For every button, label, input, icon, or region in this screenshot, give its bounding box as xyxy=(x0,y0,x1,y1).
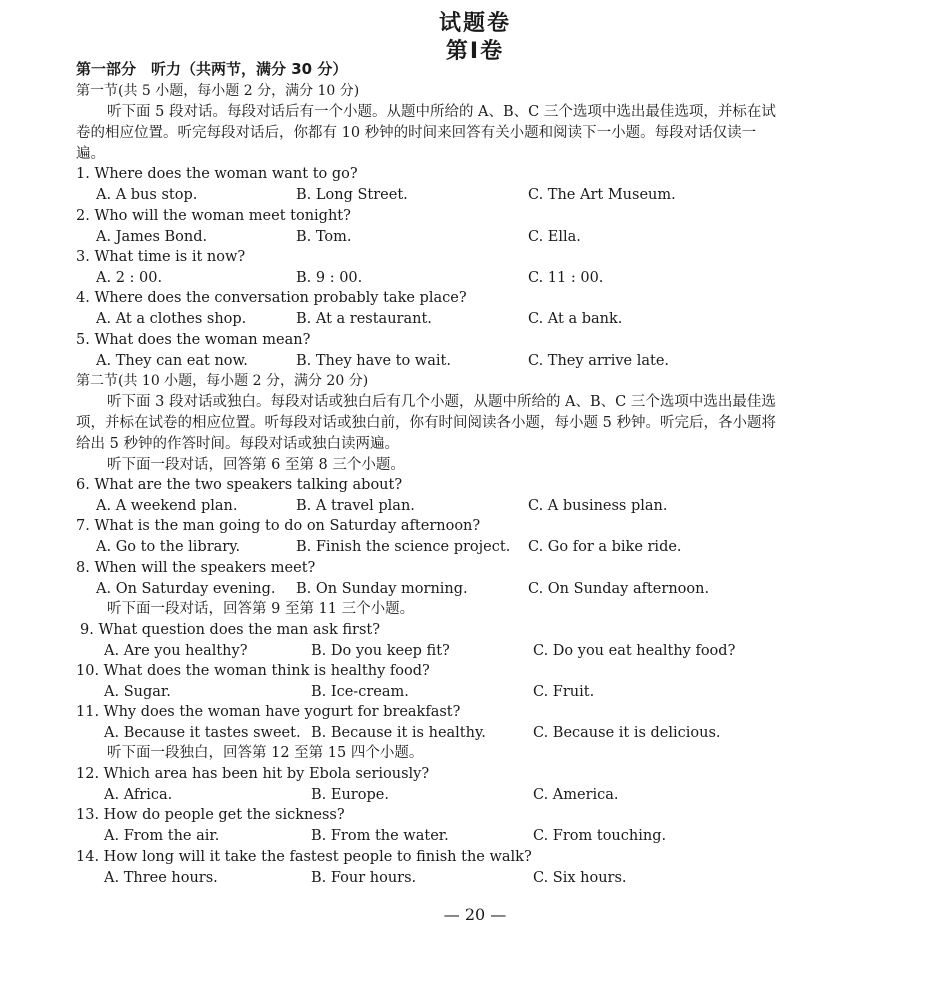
q10-option-c: C. Fruit. xyxy=(533,684,595,700)
q1-option-b: B. Long Street. xyxy=(296,187,408,203)
q13-option-c: C. From touching. xyxy=(533,828,667,844)
section1-instruction-line: 卷的相应位置。听完每段对话后，你都有 10 秒钟的时间来回答有关小题和阅读下一小题。每段对话仅读一 xyxy=(76,125,757,141)
question-14: 14. How long will it take the fastest people to finish the walk? xyxy=(76,849,532,865)
q7-option-a: A. Go to the library. xyxy=(96,539,241,555)
q12-option-c: C. America. xyxy=(533,787,619,803)
q1-option-a: A. A bus stop. xyxy=(96,187,198,203)
q13-option-a: A. From the air. xyxy=(104,828,220,844)
q4-option-a: A. At a clothes shop. xyxy=(96,311,247,327)
section2-instruction-line: 给出 5 秒钟的作答时间。每段对话或独白读两遍。 xyxy=(76,436,399,452)
question-9: 9. What question does the man ask first? xyxy=(80,622,381,638)
q5-option-a: A. They can eat now. xyxy=(96,353,248,369)
q9-option-c: C. Do you eat healthy food? xyxy=(533,643,736,659)
q11-option-b: B. Because it is healthy. xyxy=(311,725,486,741)
page-title: 试题卷 xyxy=(438,11,511,36)
q6-option-b: B. A travel plan. xyxy=(296,498,415,514)
question-3: 3. What time is it now? xyxy=(76,249,246,265)
q7-option-c: C. Go for a bike ride. xyxy=(528,539,682,555)
group-note: 听下面一段对话，回答第 6 至第 8 三个小题。 xyxy=(107,457,405,473)
q10-option-b: B. Ice-cream. xyxy=(311,684,409,700)
question-7: 7. What is the man going to do on Saturday afternoon? xyxy=(76,518,481,534)
section1-instruction-line: 听下面 5 段对话。每段对话后有一个小题。从题中所给的 A、B、C 三个选项中选出最佳选项，并标在试 xyxy=(107,104,776,120)
q11-option-c: C. Because it is delicious. xyxy=(533,725,721,741)
q13-option-b: B. From the water. xyxy=(311,828,449,844)
q14-option-b: B. Four hours. xyxy=(311,870,417,886)
question-8: 8. When will the speakers meet? xyxy=(76,560,316,576)
question-12: 12. Which area has been hit by Ebola seriously? xyxy=(76,766,430,782)
q5-option-b: B. They have to wait. xyxy=(296,353,451,369)
section2-heading: 第二节(共 10 小题，每小题 2 分，满分 20 分) xyxy=(76,373,369,389)
q6-option-a: A. A weekend plan. xyxy=(96,498,238,514)
q11-option-a: A. Because it tastes sweet. xyxy=(104,725,301,741)
q12-option-a: A. Africa. xyxy=(104,787,173,803)
question-5: 5. What does the woman mean? xyxy=(76,332,311,348)
q3-option-a: A. 2 : 00. xyxy=(96,270,163,286)
page-number: — 20 — xyxy=(443,905,507,924)
q8-option-c: C. On Sunday afternoon. xyxy=(528,581,710,597)
q14-option-c: C. Six hours. xyxy=(533,870,627,886)
question-11: 11. Why does the woman have yogurt for breakfast? xyxy=(76,704,461,720)
question-6: 6. What are the two speakers talking about? xyxy=(76,477,403,493)
question-4: 4. Where does the conversation probably take place? xyxy=(76,290,467,306)
q14-option-a: A. Three hours. xyxy=(104,870,218,886)
q4-option-b: B. At a restaurant. xyxy=(296,311,432,327)
section2-instruction-line: 项，并标在试卷的相应位置。听每段对话或独白前，你有时间阅读各小题，每小题 5 秒钟。听完后，各小题将 xyxy=(76,415,776,431)
q2-option-a: A. James Bond. xyxy=(96,229,208,245)
q9-option-b: B. Do you keep fit? xyxy=(311,643,450,659)
q8-option-a: A. On Saturday evening. xyxy=(96,581,276,597)
q5-option-c: C. They arrive late. xyxy=(528,353,670,369)
group-note: 听下面一段独白，回答第 12 至第 15 四个小题。 xyxy=(107,745,424,761)
section2-instruction-line: 听下面 3 段对话或独白。每段对话或独白后有几个小题，从题中所给的 A、B、C 三个选项中选出最佳选 xyxy=(107,394,776,410)
q3-option-c: C. 11 : 00. xyxy=(528,270,604,286)
group-note: 听下面一段对话，回答第 9 至第 11 三个小题。 xyxy=(107,601,415,617)
q12-option-b: B. Europe. xyxy=(311,787,389,803)
q6-option-c: C. A business plan. xyxy=(528,498,668,514)
question-2: 2. Who will the woman meet tonight? xyxy=(76,208,351,224)
q2-option-c: C. Ella. xyxy=(528,229,581,245)
question-10: 10. What does the woman think is healthy food? xyxy=(76,663,430,679)
part1-heading: 第一部分 听力（共两节，满分 30 分） xyxy=(76,60,348,78)
q7-option-b: B. Finish the science project. xyxy=(296,539,511,555)
q2-option-b: B. Tom. xyxy=(296,229,352,245)
question-1: 1. Where does the woman want to go? xyxy=(76,166,358,182)
q1-option-c: C. The Art Museum. xyxy=(528,187,676,203)
q8-option-b: B. On Sunday morning. xyxy=(296,581,468,597)
q9-option-a: A. Are you healthy? xyxy=(104,643,248,659)
q10-option-a: A. Sugar. xyxy=(104,684,171,700)
q3-option-b: B. 9 : 00. xyxy=(296,270,363,286)
section1-heading: 第一节(共 5 小题，每小题 2 分，满分 10 分) xyxy=(76,83,360,99)
q4-option-c: C. At a bank. xyxy=(528,311,623,327)
question-13: 13. How do people get the sickness? xyxy=(76,807,345,823)
page-subtitle: 第Ⅰ卷 xyxy=(445,39,505,64)
section1-instruction-line: 遍。 xyxy=(76,146,105,162)
